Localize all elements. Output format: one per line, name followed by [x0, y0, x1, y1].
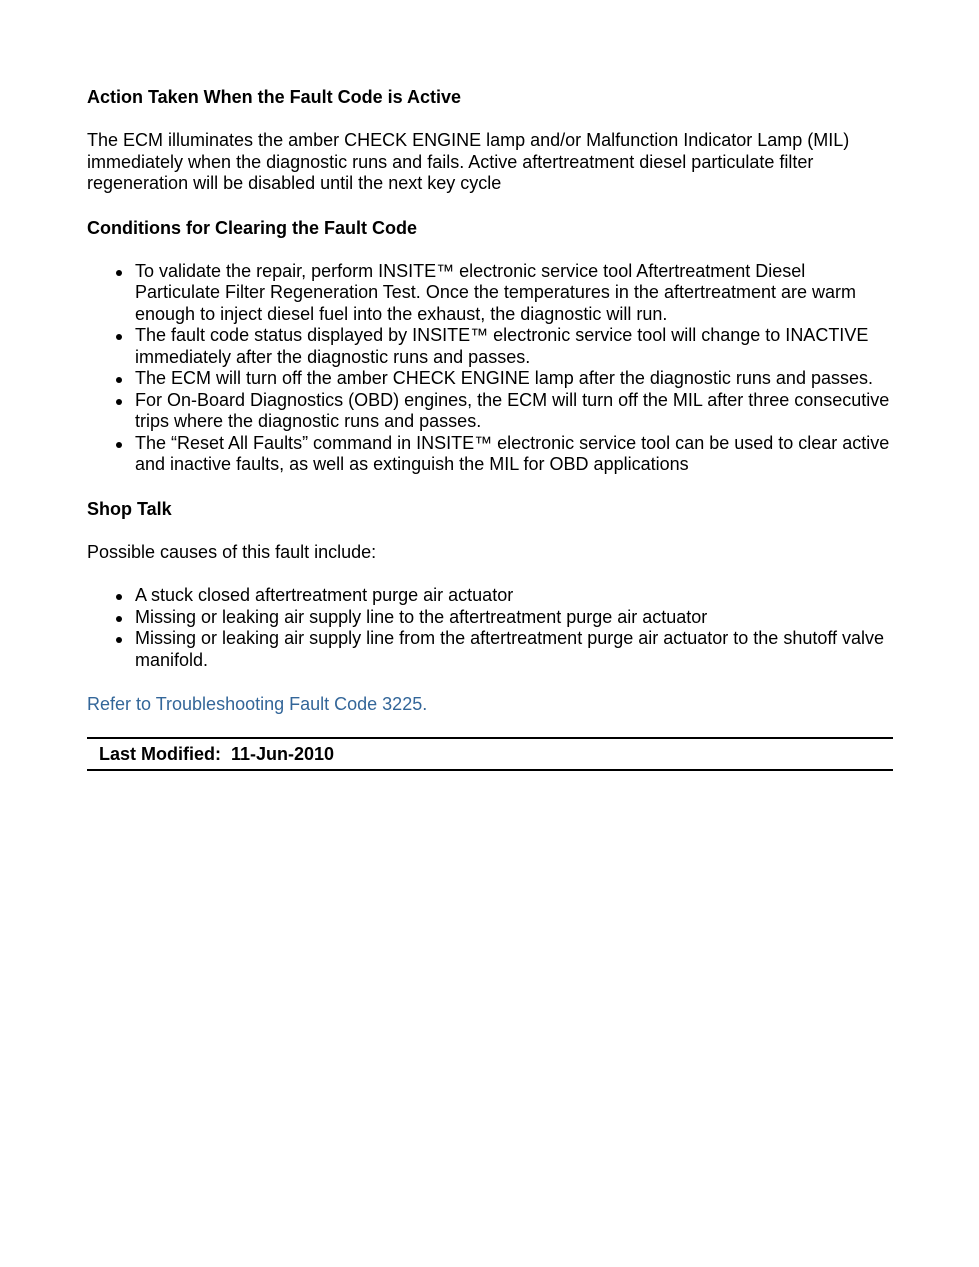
list-item-text: The “Reset All Faults” command in INSITE™ electronic service tool can be used to clear active and inactive faults, as well as extinguish the MIL for OBD applications	[135, 432, 890, 474]
action-taken-heading: Action Taken When the Fault Code is Active	[87, 87, 462, 107]
action-taken-description: The ECM illuminates the amber CHECK ENGINE lamp and/or Malfunction Indicator Lamp (MIL) immediately when the diagnostic runs and fails. Active aftertreatment diesel particulate filter regeneration will be disabled until the next key cycle	[87, 130, 850, 193]
troubleshooting-fault-code-link[interactable]: Refer to Troubleshooting Fault Code 3225.	[87, 694, 428, 714]
shop-talk-intro: Possible causes of this fault include:	[87, 541, 377, 562]
last-modified-bar	[87, 737, 893, 771]
clearing-conditions-heading: Conditions for Clearing the Fault Code	[87, 217, 417, 238]
shop-talk-heading: Shop Talk	[87, 498, 172, 519]
last-modified-text: Last Modified: 11-Jun-2010	[99, 743, 335, 764]
possible-causes-list	[87, 585, 893, 671]
list-item-text: The fault code status displayed by INSITE™ electronic service tool will change to INACTIVE immediately after the diagnostic runs and passes.	[135, 325, 869, 367]
list-item	[87, 628, 893, 671]
list-item-text: For On-Board Diagnostics (OBD) engines, the ECM will turn off the MIL after three consecutive trips where the diagnostic runs and passes.	[135, 389, 890, 431]
list-item-text: The ECM will turn off the amber CHECK ENGINE lamp after the diagnostic runs and passes.	[135, 368, 873, 388]
list-item-text: Missing or leaking air supply line to the aftertreatment purge air actuator	[135, 606, 708, 627]
bullet-icon	[116, 637, 122, 643]
document-page	[87, 86, 893, 771]
list-item-text: To validate the repair, perform INSITE™ electronic service tool Aftertreatment Diesel Particulate Filter Regeneration Test. Once the temperatures in the aftertreatment are warm enough to inject diesel fuel into the exhaust, the diagnostic will run.	[135, 260, 857, 324]
list-item	[87, 433, 893, 476]
clearing-conditions-list	[87, 261, 893, 476]
list-item	[87, 585, 893, 607]
bullet-icon	[116, 616, 122, 622]
list-item	[87, 607, 893, 629]
list-item	[87, 261, 893, 326]
bullet-icon	[116, 399, 122, 405]
list-item	[87, 325, 893, 368]
bullet-icon	[116, 334, 122, 340]
bullet-icon	[116, 377, 122, 383]
list-item	[87, 368, 893, 390]
list-item	[87, 390, 893, 433]
list-item-text: A stuck closed aftertreatment purge air actuator	[135, 585, 514, 605]
list-item-text: Missing or leaking air supply line from the aftertreatment purge air actuator to the shutoff valve manifold.	[135, 628, 885, 670]
bullet-icon	[116, 594, 122, 600]
bullet-icon	[116, 270, 122, 276]
bullet-icon	[116, 442, 122, 448]
